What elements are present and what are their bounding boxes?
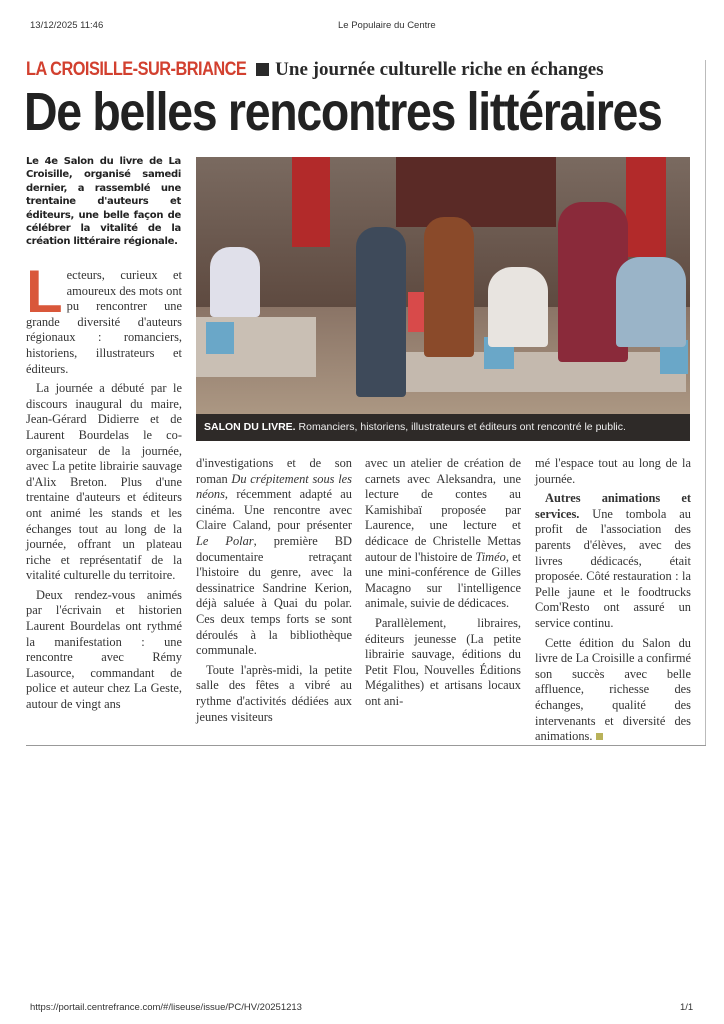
text: , première BD documentaire retraçant l'histoire du genre, avec la dessinatrice Sandrine Kerion, déjà saluée à Quai du polar. Ces deux temps forts se sont déroulés à la bibliothèque communale. [196, 533, 352, 658]
paragraph [365, 456, 521, 612]
book-title: Timéo [475, 549, 506, 564]
caption-lead: SALON DU LIVRE. [204, 421, 296, 433]
body-column-3 [365, 456, 521, 714]
body-column-1 [26, 258, 182, 717]
paragraph [535, 491, 691, 631]
paragraph: Parallèlement, libraires, éditeurs jeunesse (La petite librairie sauvage, éditions du Petit Flou, Nouvelles Éditions Mégalithes) et artisans locaux ont ani- [365, 615, 521, 708]
paragraph: Toute l'après-midi, la petite salle des fêtes a vibré au rythme d'activités dédiées aux jeunes visiteurs [196, 662, 352, 724]
text: , et une mini-conférence de Gilles Macagno sur l'intelligence animale, suivie de dédicaces. [365, 549, 522, 611]
separator-square [256, 63, 269, 76]
source-url: https://portail.centrefrance.com/#/liseuse/issue/PC/HV/20251213 [30, 1002, 302, 1013]
article-photo [196, 157, 690, 441]
page-number: 1/1 [680, 1002, 694, 1013]
location-label: LA CROISILLE-SUR-BRIANCE [26, 59, 247, 80]
book-title: Du crépitement sous les néons [196, 471, 352, 502]
body-column-2 [196, 456, 352, 729]
text: avec un atelier de création de carnets avec Aleksandra, une lecture de contes au Kamishibaï proposée par Laurence, une lecture et dédicace de Christelle Mettas autour de l'histoire de [365, 456, 521, 564]
caption-text: Romanciers, historiens, illustrateurs et éditeurs ont rencontré le public. [298, 421, 626, 433]
paragraph-text: ecteurs, curieux et amoureux des mots ont pu rencontrer une grande diversité d'auteurs régionaux : romanciers, historiens, illustrateurs et éditeurs. [26, 268, 182, 376]
paragraph: Deux rendez-vous animés par l'écrivain et historien Laurent Bourdelas ont rythmé la manifestation : une rencontre avec Rémy Lasource, commandant de police et auteur chez La Geste, autour de vingt ans [26, 587, 182, 712]
print-datetime: 13/12/2025 11:46 [30, 20, 104, 31]
book-title: Le Polar [196, 533, 254, 548]
text: Cette édition du Salon du livre de La Croisille a confirmé son succès avec belle affluence, richesse des échanges, qualité des intervenants et diversité des animations. [535, 635, 691, 744]
end-mark-icon [596, 733, 603, 740]
paragraph: La journée a débuté par le discours inaugural du maire, Jean-Gérard Didierre et de Laurent Bourdelas le co-organisateur de la journée, avec La petite librairie sauvage d'Alix Breton. Plus d'une trentaine d'auteurs et éditeurs ont animé les stands et les échanges tout au long de la journée, offrant un plateau riche et représentatif de la vitalité culturelle du territoire. [26, 381, 182, 583]
publication-name: Le Populaire du Centre [338, 20, 436, 31]
body-column-4 [535, 456, 691, 749]
drop-cap: L [26, 258, 63, 325]
text: Une tombola au profit de l'association des parents d'élèves, avec des livres dédicacés, était proposée. Côté restauration : la Pelle jaune et le foodtrucks Com'Resto ont assuré un service continu. [535, 506, 691, 630]
paragraph [196, 456, 352, 659]
subhead: Autres animations et services. [535, 491, 691, 521]
deck: Une journée culturelle riche en échanges [275, 59, 604, 80]
paragraph [535, 636, 691, 745]
text: , récemment adapté au cinéma. Une rencontre avec Claire Caland, pour présenter [196, 487, 352, 533]
lede: Le 4e Salon du livre de La Croisille, organisé samedi dernier, a rassemblé une trentaine d'auteurs et éditeurs, une belle façon de célébrer la vitalité de la création littéraire régionale. [26, 156, 181, 248]
paragraph [26, 258, 182, 377]
article-bottom-rule [26, 745, 706, 746]
paragraph: mé l'espace tout au long de la journée. [535, 456, 691, 486]
text: d'investigations et de son roman [196, 456, 352, 486]
photo-caption [196, 414, 690, 441]
headline: De belles rencontres littéraires [24, 82, 662, 142]
kicker [26, 58, 604, 82]
column-divider [705, 60, 706, 746]
